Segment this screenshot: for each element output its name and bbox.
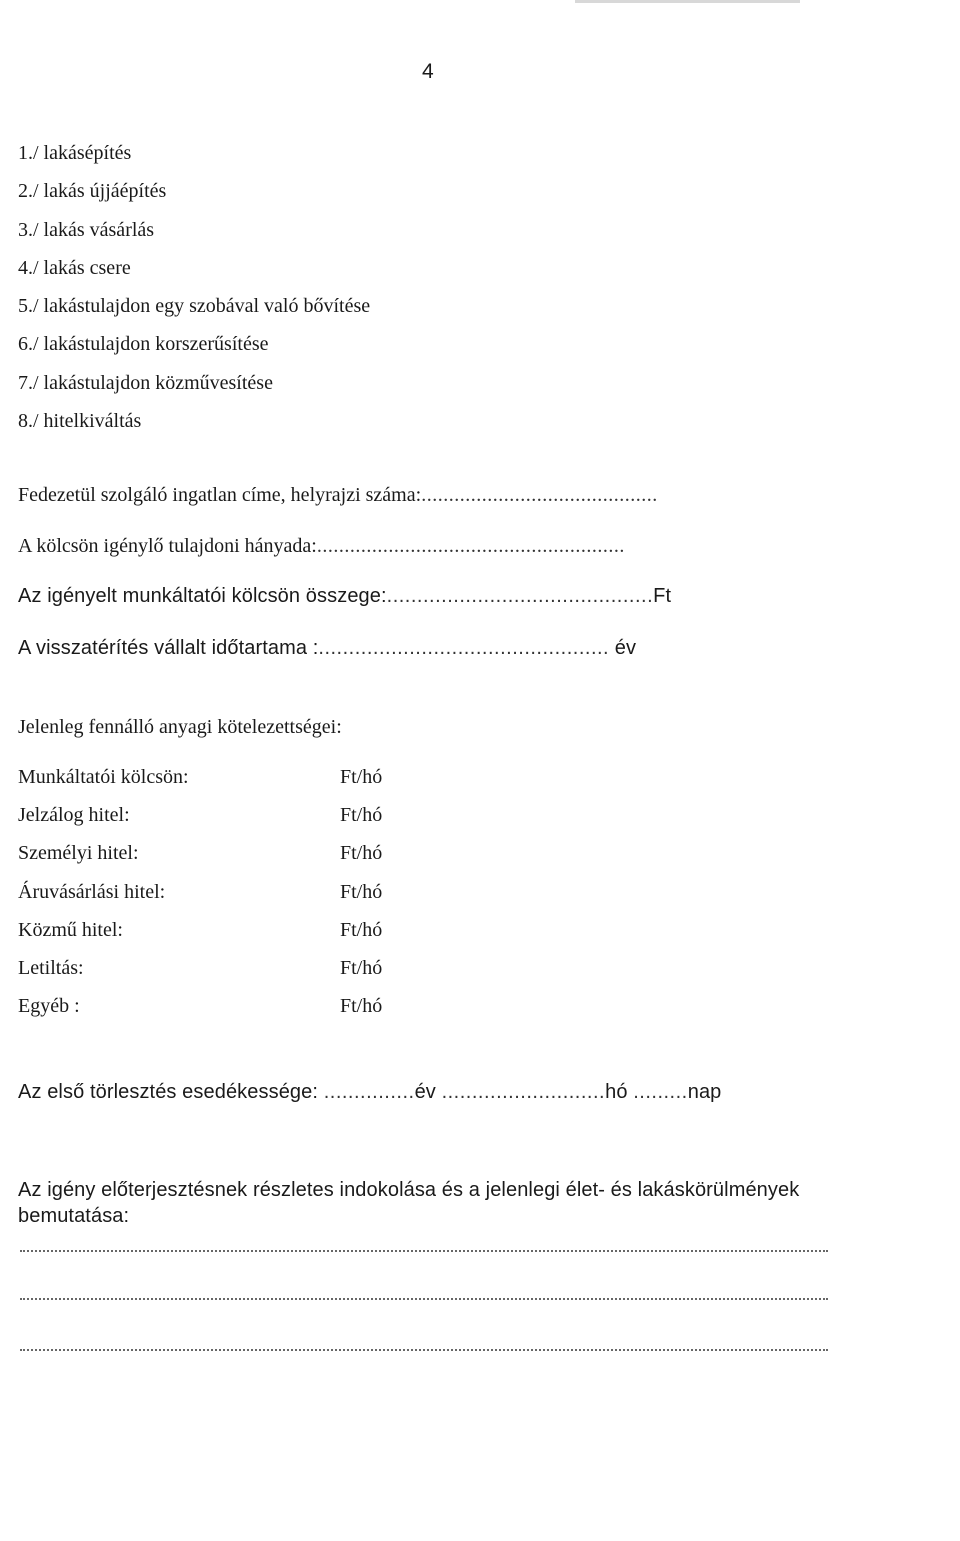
obligation-label: Közmű hitel:	[18, 918, 123, 941]
loan-amount-field	[18, 582, 671, 610]
obligation-label: Áruvásárlási hitel:	[18, 880, 166, 903]
first-repayment-month-blank: ...........................	[441, 1081, 606, 1103]
obligation-label: Egyéb :	[18, 995, 80, 1018]
collateral-label: Fedezetül szolgáló ingatlan címe, helyrajzi száma:	[18, 484, 422, 506]
obligation-unit: Ft/hó	[340, 918, 383, 941]
obligation-label: Jelzálog hitel:	[18, 804, 130, 827]
first-repayment-day-unit: nap	[687, 1081, 722, 1103]
obligation-label: Letiltás:	[18, 956, 84, 979]
purpose-item: 6./ lakástulajdon korszerűsítése	[18, 333, 269, 356]
repayment-period-blank: ................................................	[318, 637, 610, 659]
scan-artifact-line	[575, 0, 800, 3]
purpose-item: 7./ lakástulajdon közművesítése	[18, 371, 273, 394]
loan-amount-label: Az igényelt munkáltatói kölcsön összege:	[18, 585, 387, 607]
repayment-period-field	[18, 634, 636, 662]
ownership-share-field	[18, 532, 625, 560]
obligation-unit: Ft/hó	[340, 766, 383, 788]
obligations-title: Jelenleg fennálló anyagi kötelezettségei:	[18, 716, 342, 738]
obligation-unit: Ft/hó	[340, 995, 383, 1018]
obligation-label: Személyi hitel:	[18, 842, 139, 865]
loan-amount-blank: ............................................	[386, 585, 654, 607]
purpose-item: 3./ lakás vásárlás	[18, 218, 155, 241]
obligation-unit: Ft/hó	[340, 880, 383, 903]
obligation-unit: Ft/hó	[340, 956, 383, 979]
collateral-field	[18, 481, 658, 509]
first-repayment-label: Az első törlesztés esedékessége:	[18, 1081, 319, 1103]
purpose-item: 4./ lakás csere	[18, 256, 131, 279]
answer-line	[20, 1250, 828, 1252]
first-repayment-year-blank: ...............	[323, 1081, 415, 1103]
ownership-share-label: A kölcsön igénylő tulajdoni hányada:	[18, 535, 317, 557]
loan-amount-unit: Ft	[653, 585, 672, 607]
obligation-unit: Ft/hó	[340, 804, 383, 827]
first-repayment-day-blank: .........	[633, 1081, 688, 1103]
justification-title: Az igény előterjesztésnek részletes indokolása és a jelenlegi élet- és lakáskörülmények bemutatása:	[18, 1179, 800, 1227]
repayment-period-label: A visszatérítés vállalt időtartama :	[18, 637, 319, 659]
purpose-item: 2./ lakás újjáépítés	[18, 180, 167, 203]
first-repayment-field	[18, 1078, 721, 1106]
first-repayment-month-unit: hó	[605, 1081, 628, 1103]
purpose-item: 8./ hitelkiváltás	[18, 410, 142, 433]
collateral-blank: ...........................................	[421, 484, 658, 506]
loan-purpose-list	[18, 139, 370, 445]
answer-line	[20, 1298, 828, 1300]
purpose-item: 5./ lakástulajdon egy szobával való bővítése	[18, 295, 371, 318]
repayment-period-unit: év	[614, 637, 637, 659]
page-number: 4	[422, 60, 434, 83]
answer-line	[20, 1349, 828, 1351]
ownership-share-blank: ........................................................	[316, 535, 625, 557]
first-repayment-year-unit: év	[414, 1081, 436, 1103]
obligation-unit: Ft/hó	[340, 842, 383, 865]
purpose-item: 1./ lakásépítés	[18, 142, 132, 164]
obligation-label: Munkáltatói kölcsön:	[18, 766, 189, 788]
